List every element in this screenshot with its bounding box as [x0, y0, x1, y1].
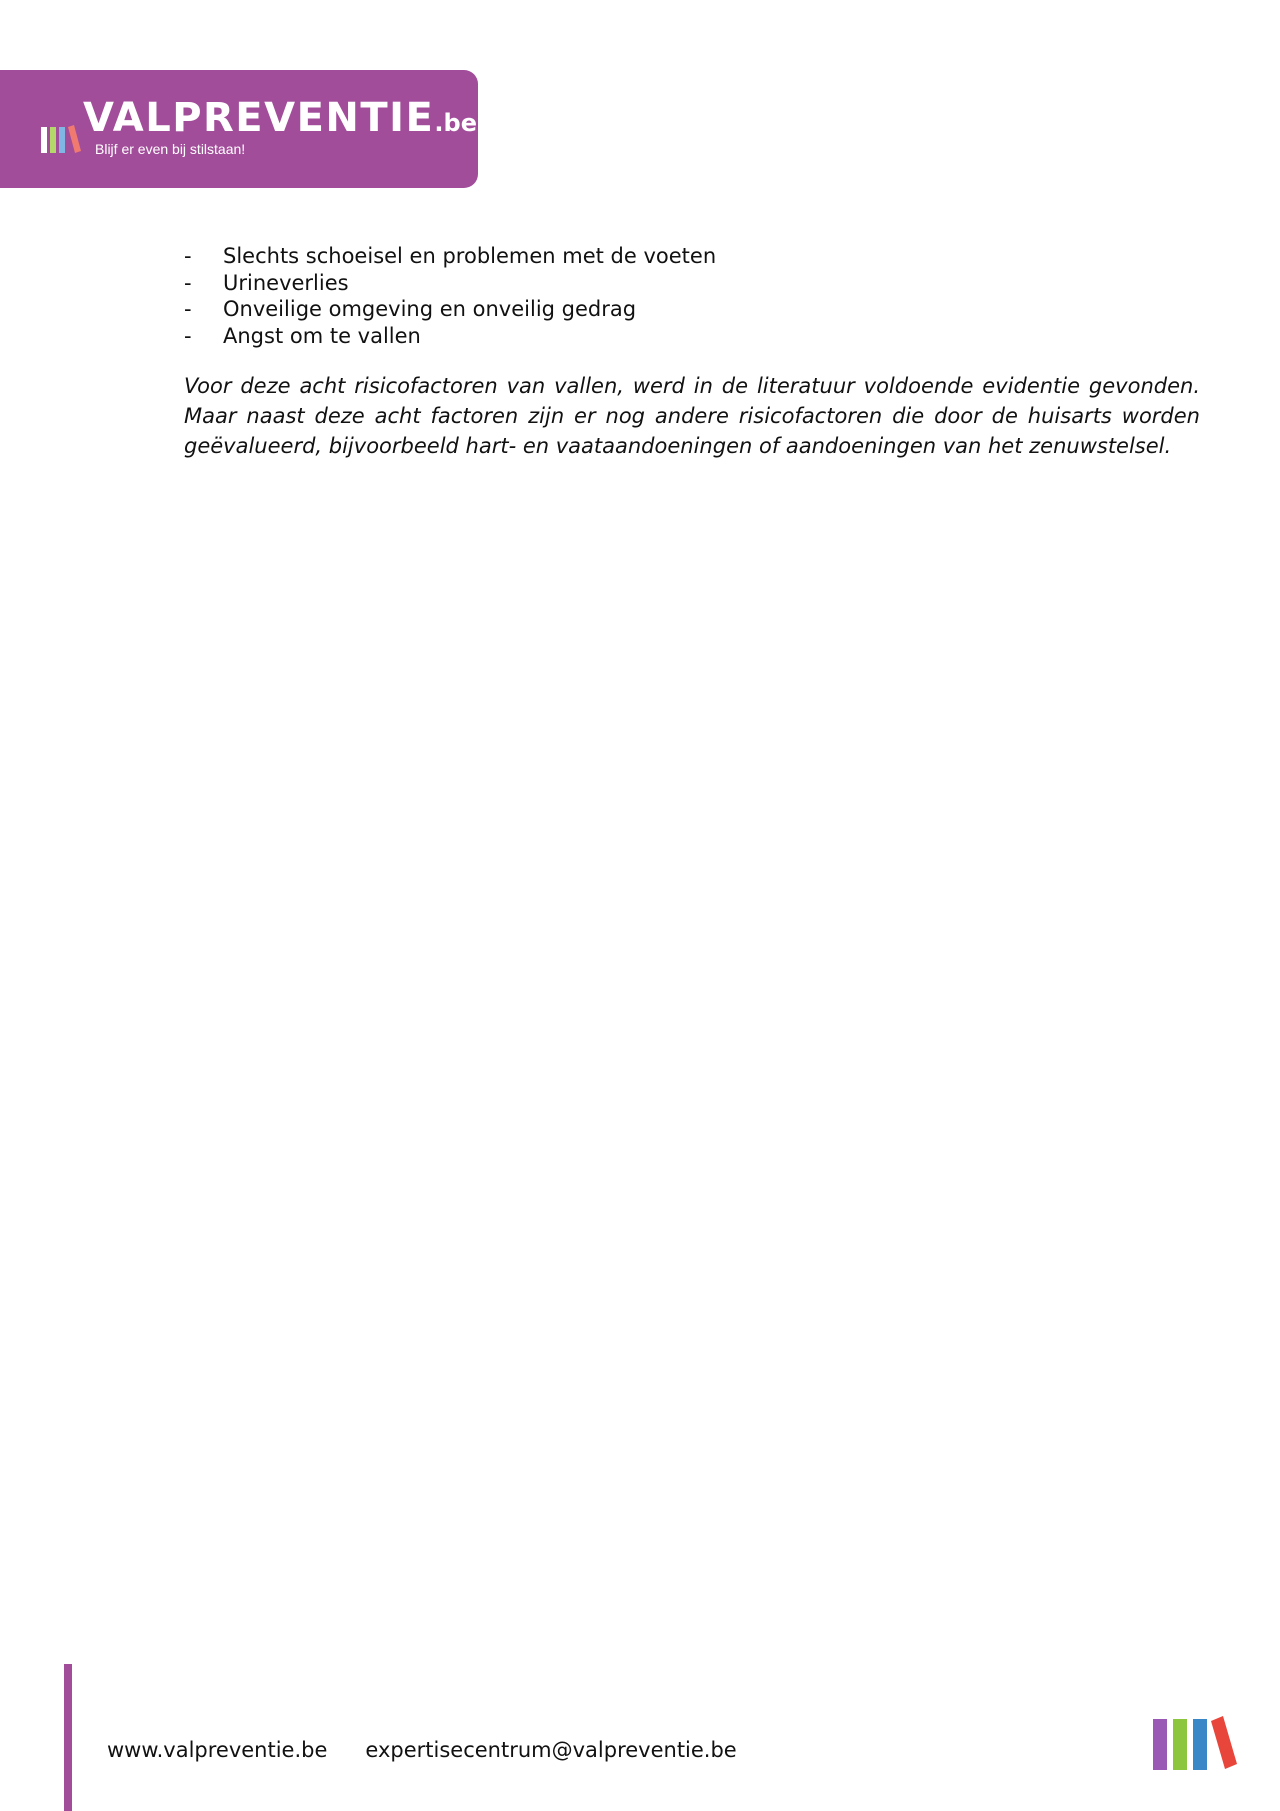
list-marker: -: [184, 244, 192, 268]
logo-tld: .be: [434, 109, 477, 137]
footer-accent-bar: [64, 1664, 72, 1811]
logo-wordmark: [83, 95, 477, 141]
list-marker: -: [184, 323, 192, 348]
list-marker: -: [184, 297, 192, 321]
list-item-text: Onveilige omgeving en onveilig gedrag: [223, 297, 637, 321]
list-marker: -: [184, 270, 192, 295]
list-item: [184, 323, 716, 350]
footer-email-link[interactable]: expertisecentrum@valpreventie.be: [365, 1738, 737, 1762]
risk-factor-list: [184, 243, 716, 349]
footer-logo-bars-icon: [1151, 1716, 1237, 1770]
list-item: [184, 243, 716, 270]
evidence-paragraph: Voor deze acht risicofactoren van vallen, werd in de literatuur voldoende evidentie gevonden. Maar naast deze acht factoren zijn er nog andere risicofactoren die door de huisarts worden geëvalueerd, bijvoorbeeld hart- en vaataandoeningen of aandoeningen van het zenuwstelsel.: [184, 374, 1200, 458]
list-item: [184, 296, 716, 323]
list-item-text: Slechts schoeisel en problemen met de voeten: [223, 244, 717, 268]
list-item-text: Urineverlies: [223, 270, 349, 295]
logo-banner: [0, 70, 478, 188]
logo-word: VALPREVENTIE: [83, 95, 435, 141]
logo-tagline: Blijf er even bij stilstaan!: [95, 141, 246, 157]
list-item-text: Angst om te vallen: [223, 323, 421, 348]
footer-website-link[interactable]: www.valpreventie.be: [107, 1738, 328, 1762]
list-item: [184, 270, 716, 297]
footer-contact: [107, 1737, 737, 1763]
